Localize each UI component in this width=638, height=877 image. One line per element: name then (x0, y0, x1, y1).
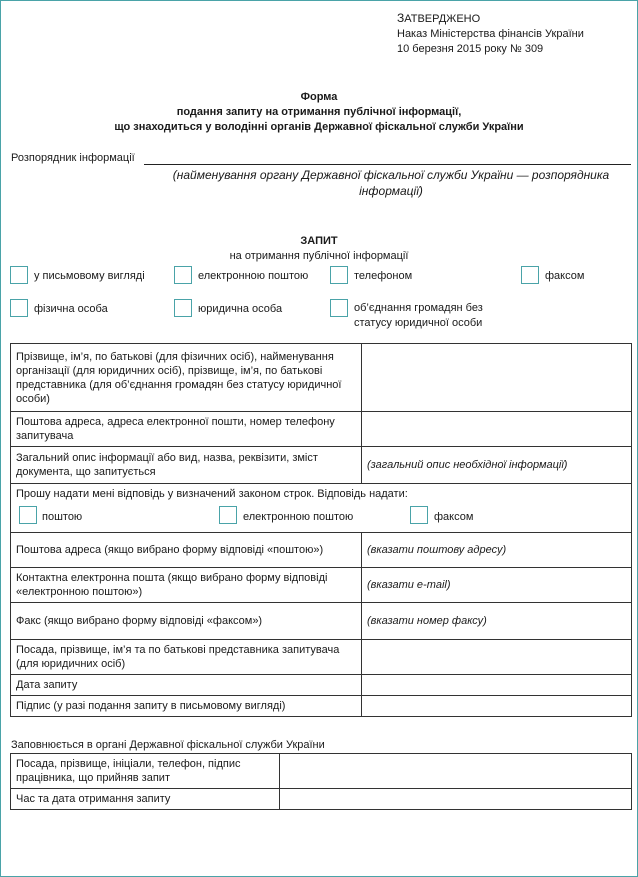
office-table (10, 753, 632, 810)
label-written: у письмовому вигляді (34, 270, 145, 282)
fax-value[interactable]: (вказати номер факсу) (362, 603, 632, 640)
request-subtitle: на отримання публічної інформації (229, 250, 409, 262)
form-title: Форма подання запиту на отримання публічної інформації, що знаходиться у володінні органів Державної фіскальної служби України (114, 91, 524, 133)
position-label: Посада, прізвище, ім’я та по батькові представника запитувача (для юридичних осіб) (11, 640, 362, 675)
date-label: Дата запиту (11, 675, 362, 696)
address-label: Поштова адреса, адреса електронної пошти, номер телефону запитувача (11, 412, 362, 447)
received-value[interactable] (280, 789, 632, 810)
checkbox-written[interactable] (10, 266, 28, 284)
email-label: Контактна електронна пошта (якщо вибрано форму відповіді «електронною поштою») (11, 568, 362, 603)
fax-label: Факс (якщо вибрано форму відповіді «факсом») (11, 603, 362, 640)
label-phone: телефоном (354, 270, 413, 282)
postal-label: Поштова адреса (якщо вибрано форму відповіді «поштою») (11, 533, 362, 568)
checkbox-fax[interactable] (521, 266, 539, 284)
date-value[interactable] (362, 675, 632, 696)
approval-date: 10 березня 2015 року № 309 (397, 43, 544, 55)
manager-label: Розпорядник інформації (11, 152, 135, 164)
table-row (11, 484, 632, 533)
checkbox-response-fax[interactable] (410, 506, 428, 524)
officer-label: Посада, прізвище, ініціали, телефон, підпис працівника, що прийняв запит (11, 754, 280, 789)
checkbox-email[interactable] (174, 266, 192, 284)
email-value[interactable]: (вказати e-mail) (362, 568, 632, 603)
received-label: Час та дата отримання запиту (11, 789, 280, 810)
name-label: Прізвище, ім’я, по батькові (для фізичних осіб), найменування організації (для юридичних осіб), прізвище, ім’я, по батькові представника (для об’єднання громадян без статусу юридичної особи) (11, 344, 362, 412)
checkbox-legal-entity[interactable] (174, 299, 192, 317)
table-row (11, 344, 632, 412)
approval-stamp (397, 11, 584, 57)
approval-order: Наказ Міністерства фінансів України (397, 28, 584, 40)
table-row (11, 696, 632, 717)
office-section-title: Заповнюється в органі Державної фіскальної служби України (11, 739, 325, 751)
table-row (11, 533, 632, 568)
manager-hint: (найменування органу Державної фіскальної служби України — розпорядника інформації) (172, 168, 610, 198)
manager-input-line[interactable] (144, 164, 631, 165)
table-row (11, 754, 632, 789)
response-text: Прошу надати мені відповідь у визначений законом строк. Відповідь надати: (16, 488, 408, 500)
label-response-email: електронною поштою (243, 511, 354, 523)
postal-value[interactable]: (вказати поштову адресу) (362, 533, 632, 568)
label-response-post: поштою (42, 511, 83, 523)
checkbox-response-email[interactable] (219, 506, 237, 524)
table-row (11, 568, 632, 603)
signature-value[interactable] (362, 696, 632, 717)
approval-title: ЗАТВЕРДЖЕНО (397, 11, 481, 25)
position-value[interactable] (362, 640, 632, 675)
label-legal-entity: юридична особа (198, 303, 283, 315)
name-value[interactable] (362, 344, 632, 412)
table-row (11, 603, 632, 640)
description-label: Загальний опис інформації або вид, назва, реквізити, зміст документа, що запитується (11, 447, 362, 484)
response-method-cell (11, 484, 632, 533)
label-individual: фізична особа (34, 303, 108, 315)
description-value[interactable]: (загальний опис необхідної інформації) (362, 447, 632, 484)
label-fax: факсом (545, 270, 585, 282)
table-row (11, 447, 632, 484)
table-row (11, 412, 632, 447)
checkbox-individual[interactable] (10, 299, 28, 317)
signature-label: Підпис (у разі подання запиту в письмовому вигляді) (11, 696, 362, 717)
request-table (10, 343, 632, 717)
checkbox-response-post[interactable] (19, 506, 37, 524)
table-row (11, 789, 632, 810)
table-row (11, 675, 632, 696)
table-row (11, 640, 632, 675)
address-value[interactable] (362, 412, 632, 447)
officer-value[interactable] (280, 754, 632, 789)
label-email: електронною поштою (198, 270, 309, 282)
checkbox-association[interactable] (330, 299, 348, 317)
label-association: об’єднання громадян без статусу юридичної особи (354, 302, 483, 329)
checkbox-phone[interactable] (330, 266, 348, 284)
label-response-fax: факсом (434, 511, 474, 523)
request-title: ЗАПИТ (300, 235, 338, 247)
